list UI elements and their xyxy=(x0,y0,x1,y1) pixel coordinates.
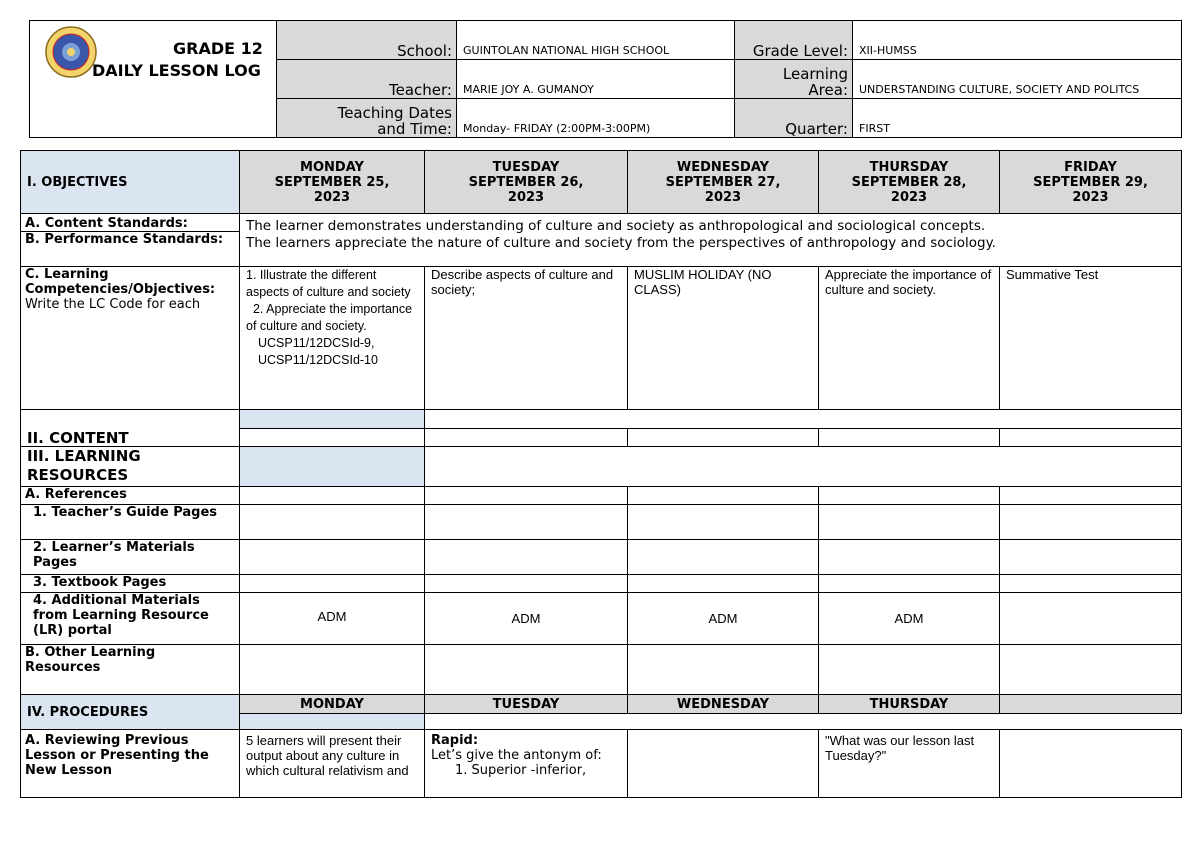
deped-seal-icon xyxy=(44,25,98,79)
proc-day-tuesday: TUESDAY xyxy=(425,695,628,714)
quarter-label: Quarter: xyxy=(735,99,853,138)
day-header-tuesday xyxy=(425,151,628,214)
day-year: 2023 xyxy=(1072,189,1109,205)
teacher-label: Teacher: xyxy=(277,60,457,99)
performance-standards-label: B. Performance Standards: xyxy=(21,232,240,267)
daily-lesson-log-title: DAILY LESSON LOG xyxy=(92,61,261,80)
review-tuesday-title: Rapid: xyxy=(431,733,479,748)
day-name: THURSDAY xyxy=(869,159,949,175)
day-date: SEPTEMBER 28, xyxy=(851,174,967,190)
proc-day-friday xyxy=(1000,695,1182,714)
learning-area-value: UNDERSTANDING CULTURE, SOCIETY AND POLITCS xyxy=(853,60,1182,99)
other-resources-label: B. Other Learning Resources xyxy=(21,645,240,695)
content-tuesday xyxy=(425,429,628,447)
day-name: TUESDAY xyxy=(492,159,560,175)
day-year: 2023 xyxy=(313,189,351,205)
review-tuesday xyxy=(425,730,628,798)
additional-materials-label: 4. Additional Materials from Learning Resource (LR) portal xyxy=(21,593,240,645)
teacher-value: MARIE JOY A. GUMANOY xyxy=(457,60,735,99)
day-header-friday xyxy=(1000,151,1182,214)
references-label: A. References xyxy=(21,487,240,505)
learning-area-label: Learning Area: xyxy=(735,60,853,99)
day-name: FRIDAY xyxy=(1064,159,1117,175)
proc-day-wednesday: WEDNESDAY xyxy=(628,695,819,714)
learners-materials-label: 2. Learner’s Materials Pages xyxy=(21,540,240,575)
learning-resources-section-title: III. LEARNING RESOURCES xyxy=(21,447,240,487)
am-friday xyxy=(1000,593,1182,645)
lc-monday-code1: UCSP11/12DCSId-9, xyxy=(258,336,375,350)
school-label: School: xyxy=(277,21,457,60)
day-header-thursday xyxy=(819,151,1000,214)
content-standards-label-text: A. Content Standards: xyxy=(25,216,188,231)
review-thursday: "What was our lesson last Tuesday?" xyxy=(819,730,1000,798)
lc-monday-code2: UCSP11/12DCSId-10 xyxy=(258,353,378,367)
quarter-value: FIRST xyxy=(853,99,1182,138)
am-monday: ADM xyxy=(240,593,425,645)
content-thursday xyxy=(819,429,1000,447)
objectives-section-title: I. OBJECTIVES xyxy=(21,151,240,214)
day-date: SEPTEMBER 25, xyxy=(274,174,390,190)
review-wednesday xyxy=(628,730,819,798)
review-tuesday-text: Let’s give the antonym of: xyxy=(431,748,602,763)
textbook-pages-label: 3. Textbook Pages xyxy=(21,575,240,593)
procedures-section-title: IV. PROCEDURES xyxy=(21,695,240,730)
teaching-dates-value: Monday- FRIDAY (2:00PM-3:00PM) xyxy=(457,99,735,138)
header-table xyxy=(29,20,1182,138)
day-name: MONDAY xyxy=(300,159,364,175)
lesson-log-table xyxy=(20,150,1182,798)
lc-label-text: C. Learning Competencies/Objectives: xyxy=(25,267,216,297)
content-section-title: II. CONTENT xyxy=(21,410,240,447)
lc-sub-text: Write the LC Code for each xyxy=(25,297,201,312)
proc-day-thursday: THURSDAY xyxy=(819,695,1000,714)
reviewing-lesson-label: A. Reviewing Previous Lesson or Presenting the New Lesson xyxy=(21,730,240,798)
standards-cell xyxy=(240,214,1182,267)
content-wednesday xyxy=(628,429,819,447)
grade-level-label: Grade Level: xyxy=(735,21,853,60)
lc-thursday: Appreciate the importance of culture and society. xyxy=(819,267,1000,410)
content-friday xyxy=(1000,429,1182,447)
content-standards-label xyxy=(21,214,240,232)
am-wednesday: ADM xyxy=(628,593,819,645)
review-friday xyxy=(1000,730,1182,798)
learning-competencies-label xyxy=(21,267,240,410)
day-date: SEPTEMBER 26, xyxy=(468,174,584,190)
teachers-guide-label: 1. Teacher’s Guide Pages xyxy=(21,505,240,540)
resources-blue-cell xyxy=(240,447,425,487)
lc-friday: Summative Test xyxy=(1000,267,1182,410)
lc-wednesday: MUSLIM HOLIDAY (NO CLASS) xyxy=(628,267,819,410)
day-year: 2023 xyxy=(890,189,928,205)
am-tuesday: ADM xyxy=(425,593,628,645)
day-header-wednesday xyxy=(628,151,819,214)
grade-level-value: XII-HUMSS xyxy=(853,21,1182,60)
day-name: WEDNESDAY xyxy=(676,159,770,175)
content-monday xyxy=(240,429,425,447)
lc-monday-line1: 1. Illustrate the different aspects of culture and society xyxy=(246,268,411,299)
day-year: 2023 xyxy=(507,189,545,205)
content-standards-text: The learner demonstrates understanding of culture and society as anthropological and sociological concepts. xyxy=(246,218,986,234)
proc-gap-cell xyxy=(425,714,1182,730)
teaching-dates-label xyxy=(277,99,457,138)
review-monday: 5 learners will present their output about any culture in which cultural relativism and xyxy=(240,730,425,798)
am-thursday: ADM xyxy=(819,593,1000,645)
lc-monday-line2: 2. Appreciate the importance of culture and society. xyxy=(246,302,416,333)
review-tuesday-item: 1. Superior -inferior, xyxy=(455,763,587,778)
day-date: SEPTEMBER 29, xyxy=(1033,174,1148,190)
grade-title: GRADE 12 xyxy=(173,39,263,58)
proc-blue-cell xyxy=(240,714,425,730)
day-header-monday xyxy=(240,151,425,214)
teaching-dates-label-line1: Teaching Dates xyxy=(337,104,452,122)
day-year: 2023 xyxy=(704,189,742,205)
proc-day-monday: MONDAY xyxy=(240,695,425,714)
header-blank-cell xyxy=(30,99,277,138)
school-value: GUINTOLAN NATIONAL HIGH SCHOOL xyxy=(457,21,735,60)
header-title-cell xyxy=(30,21,277,99)
day-date: SEPTEMBER 27, xyxy=(665,174,781,190)
teaching-dates-label-line2: and Time: xyxy=(377,120,452,138)
content-blue-cell xyxy=(240,410,425,429)
lc-monday xyxy=(240,267,425,410)
resources-span-cell xyxy=(425,447,1182,487)
lc-tuesday: Describe aspects of culture and society; xyxy=(425,267,628,410)
content-span-cell xyxy=(425,410,1182,429)
performance-standards-text: The learners appreciate the nature of culture and society from the perspectives of anthropology and sociology. xyxy=(246,235,996,251)
